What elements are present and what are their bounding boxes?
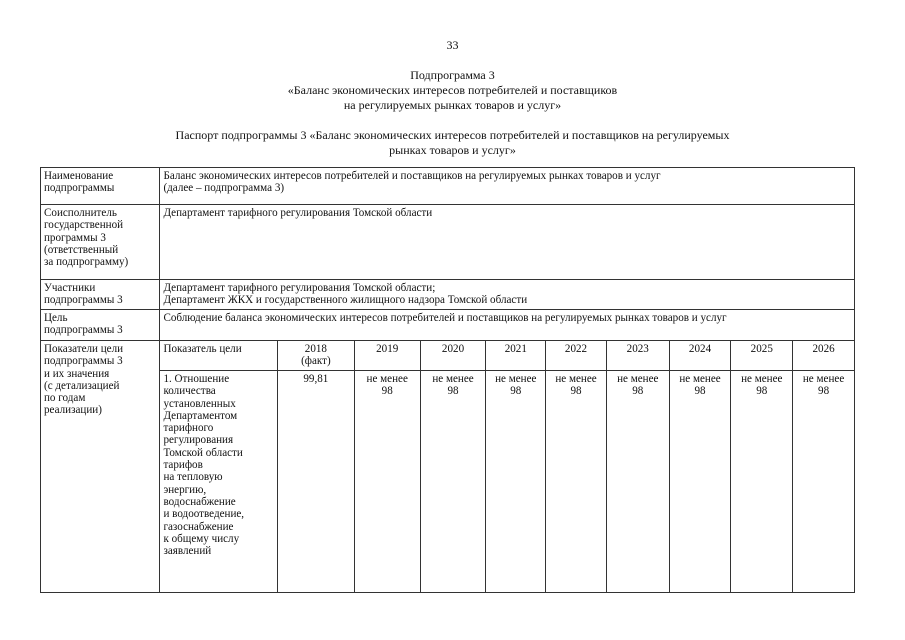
value-line: Департамент ЖКХ и государственного жилищного надзора Томской области: [163, 294, 528, 307]
passport-title-line: рынках товаров и услуг»: [389, 143, 516, 157]
heading-line: Подпрограмма 3: [410, 68, 495, 82]
indicator-line: 1. Отношение: [163, 373, 230, 385]
year-header-2018: [277, 341, 354, 371]
indicator-name-cell: [160, 371, 277, 593]
label-line: государственной: [44, 219, 124, 232]
value-prefix: не менее: [432, 373, 474, 385]
value-2025: [731, 371, 793, 593]
indicator-line: заявлений: [163, 545, 212, 558]
year-label: 2018: [304, 343, 327, 355]
value-prefix: не менее: [495, 373, 537, 385]
label-line: и их значения: [44, 367, 110, 380]
value-number: 98: [632, 385, 644, 398]
label-line: Наименование: [44, 170, 114, 182]
value-2026: [793, 371, 855, 593]
value-number: 98: [381, 385, 393, 398]
value-2022: [546, 371, 607, 593]
label-line: подпрограммы 3: [44, 355, 123, 368]
label-line: по годам: [44, 392, 86, 405]
label-line: подпрограммы: [44, 182, 115, 195]
value-prefix: не менее: [617, 373, 659, 385]
value-number: 98: [818, 385, 830, 398]
year-header-2019: 2019: [354, 341, 420, 371]
heading-line: на регулируемых рынках товаров и услуг»: [343, 98, 562, 112]
passport-title-line: Паспорт подпрограммы 3 «Баланс экономических интересов потребителей и поставщиков на регулируемых: [175, 128, 730, 142]
label-cell: [41, 341, 160, 593]
passport-table: [40, 167, 855, 593]
value-cell: [160, 168, 855, 205]
value-number: 98: [756, 385, 768, 398]
value-prefix: не менее: [366, 373, 408, 385]
value-cell: [160, 280, 855, 310]
year-header-2026: 2026: [793, 341, 855, 371]
label-line: Показатели цели: [44, 343, 124, 355]
label-line: подпрограммы 3: [44, 324, 123, 337]
year-header-2023: 2023: [606, 341, 669, 371]
value-number: 98: [694, 385, 706, 398]
indicator-line: на тепловую: [163, 471, 223, 484]
label-line: за подпрограмму): [44, 256, 129, 269]
value-prefix: не менее: [555, 373, 597, 385]
value-prefix: не менее: [802, 373, 845, 385]
value-number: 98: [570, 385, 582, 398]
passport-title: [0, 128, 905, 158]
value-prefix: не менее: [679, 373, 721, 385]
value-2020: [420, 371, 486, 593]
subprogram-heading: [0, 68, 905, 113]
value-line: Баланс экономических интересов потребителей и поставщиков на регулируемых рынках товаров и услуг: [163, 170, 661, 182]
label-line: программы 3: [44, 231, 106, 244]
indicator-line: энергию,: [163, 483, 207, 496]
indicator-line: водоснабжение: [163, 495, 236, 508]
year-header-2022: 2022: [546, 341, 607, 371]
table-row-participants: [41, 280, 855, 310]
indicator-line: количества: [163, 385, 216, 398]
indicator-line: регулирования: [163, 434, 234, 447]
table-row-coexecutor: [41, 205, 855, 280]
label-line: подпрограммы 3: [44, 294, 123, 307]
value-prefix: не менее: [741, 373, 783, 385]
value-2024: [669, 371, 731, 593]
label-line: (с детализацией: [44, 379, 120, 392]
value-2021: [486, 371, 546, 593]
year-note: (факт): [301, 355, 331, 368]
label-cell: [41, 280, 160, 310]
indicator-header-cell: Показатель цели: [160, 341, 277, 371]
value-cell: Соблюдение баланса экономических интересов потребителей и поставщиков на регулируемых рынках товаров и услуг: [160, 310, 855, 341]
value-2019: [354, 371, 420, 593]
year-header-2020: 2020: [420, 341, 486, 371]
table-row-goal: [41, 310, 855, 341]
indicator-line: и водоотведение,: [163, 508, 245, 521]
table-row-name: [41, 168, 855, 205]
value-2018: 99,81: [277, 371, 354, 593]
indicator-line: установленных: [163, 397, 236, 410]
label-line: Цель: [44, 312, 68, 324]
label-line: Соисполнитель: [44, 207, 117, 219]
indicator-line: Департаментом: [163, 409, 238, 422]
label-cell: [41, 310, 160, 341]
table-row-indicators-header: [41, 341, 855, 371]
table-row-indicator-1: [41, 371, 855, 593]
value-line: Департамент тарифного регулирования Томской области;: [163, 282, 436, 294]
value-number: 98: [510, 385, 522, 398]
value-cell: Департамент тарифного регулирования Томской области: [160, 205, 855, 280]
label-line: реализации): [44, 404, 102, 417]
value-2023: [606, 371, 669, 593]
value-number: 98: [447, 385, 459, 398]
label-cell: [41, 168, 160, 205]
label-line: (ответственный: [44, 243, 119, 256]
value-line: (далее – подпрограмма 3): [163, 182, 285, 195]
label-cell: [41, 205, 160, 280]
indicator-line: тарифов: [163, 459, 203, 472]
indicator-line: Томской области: [163, 446, 243, 459]
indicator-line: тарифного: [163, 422, 214, 435]
heading-line: «Баланс экономических интересов потребителей и поставщиков: [287, 83, 618, 97]
label-line: Участники: [44, 282, 96, 294]
year-header-2025: 2025: [731, 341, 793, 371]
year-header-2024: 2024: [669, 341, 731, 371]
year-header-2021: 2021: [486, 341, 546, 371]
indicator-line: газоснабжение: [163, 520, 234, 533]
page-number: 33: [446, 38, 459, 52]
indicator-line: к общему числу: [163, 532, 240, 545]
